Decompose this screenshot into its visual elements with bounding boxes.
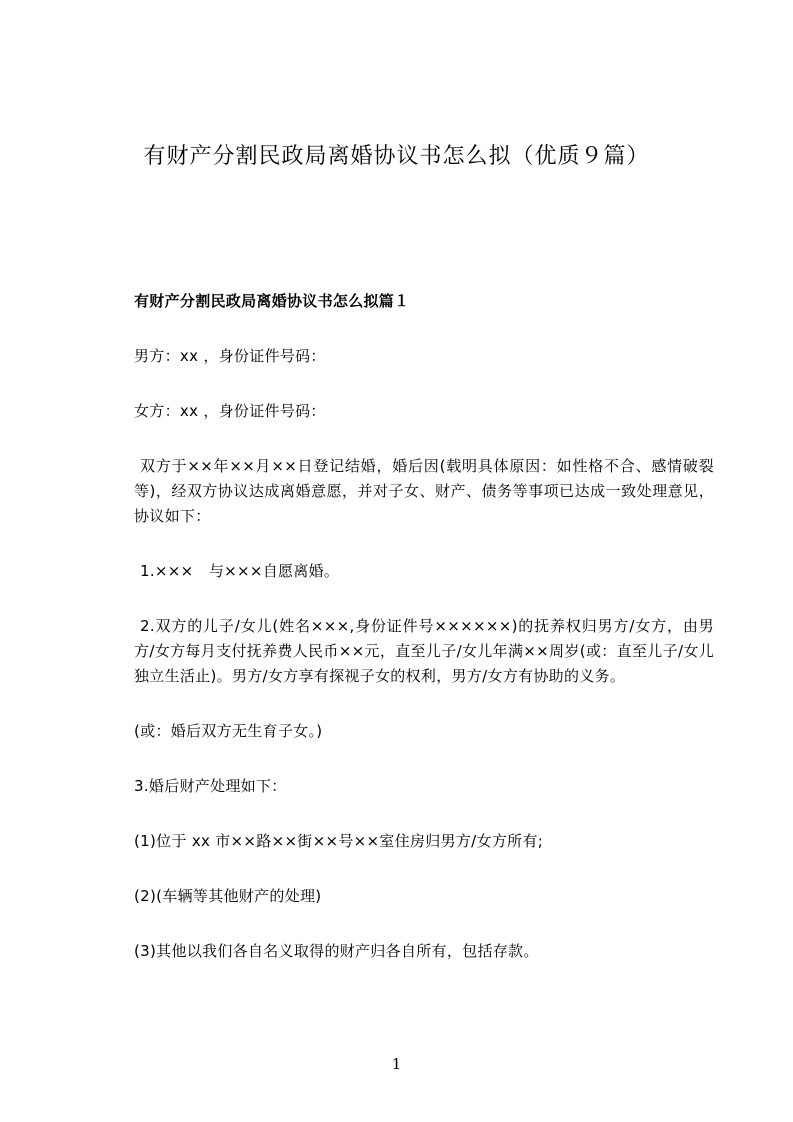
property-item-2: (2)(车辆等其他财产的处理) bbox=[134, 887, 322, 905]
clause-2-alternative: (或：婚后双方无生育子女。) bbox=[134, 722, 323, 740]
document-body bbox=[134, 289, 714, 964]
clause-2: 2.双方的儿子/女儿(姓名×××,身份证件号××××××)的抚养权归男方/女方，由男方/女方每月支付抚养费人民币××元，直至儿子/女儿年满××周岁(或：直至儿子/女儿独立生活止)。男方/女方享有探视子女的权利，男方/女方有协助的义务。 bbox=[134, 617, 714, 685]
document-title: 有财产分割民政局离婚协议书怎么拟（优质９篇） bbox=[143, 144, 650, 169]
male-party-line: 男方：xx ，身份证件号码： bbox=[134, 347, 326, 365]
intro-paragraph: 双方于××年××月××日登记结婚，婚后因(载明具体原因：如性格不合、感情破裂等)，经双方协议达成离婚意愿，并对子女、财产、债务等事项已达成一致处理意见，协议如下： bbox=[134, 457, 714, 525]
property-item-1: (1)位于 xx 市××路××街××号××室住房归男方/女方所有; bbox=[134, 832, 544, 850]
female-party-line: 女方：xx ，身份证件号码： bbox=[134, 402, 326, 420]
clause-3: 3.婚后财产处理如下： bbox=[134, 777, 287, 795]
property-item-3: (3)其他以我们各自名义取得的财产归各自所有，包括存款。 bbox=[134, 942, 539, 960]
section-heading: 有财产分割民政局离婚协议书怎么拟篇１ bbox=[134, 292, 410, 310]
clause-1: 1.××× 与×××自愿离婚。 bbox=[140, 562, 340, 580]
page-number: 1 bbox=[391, 1055, 402, 1073]
